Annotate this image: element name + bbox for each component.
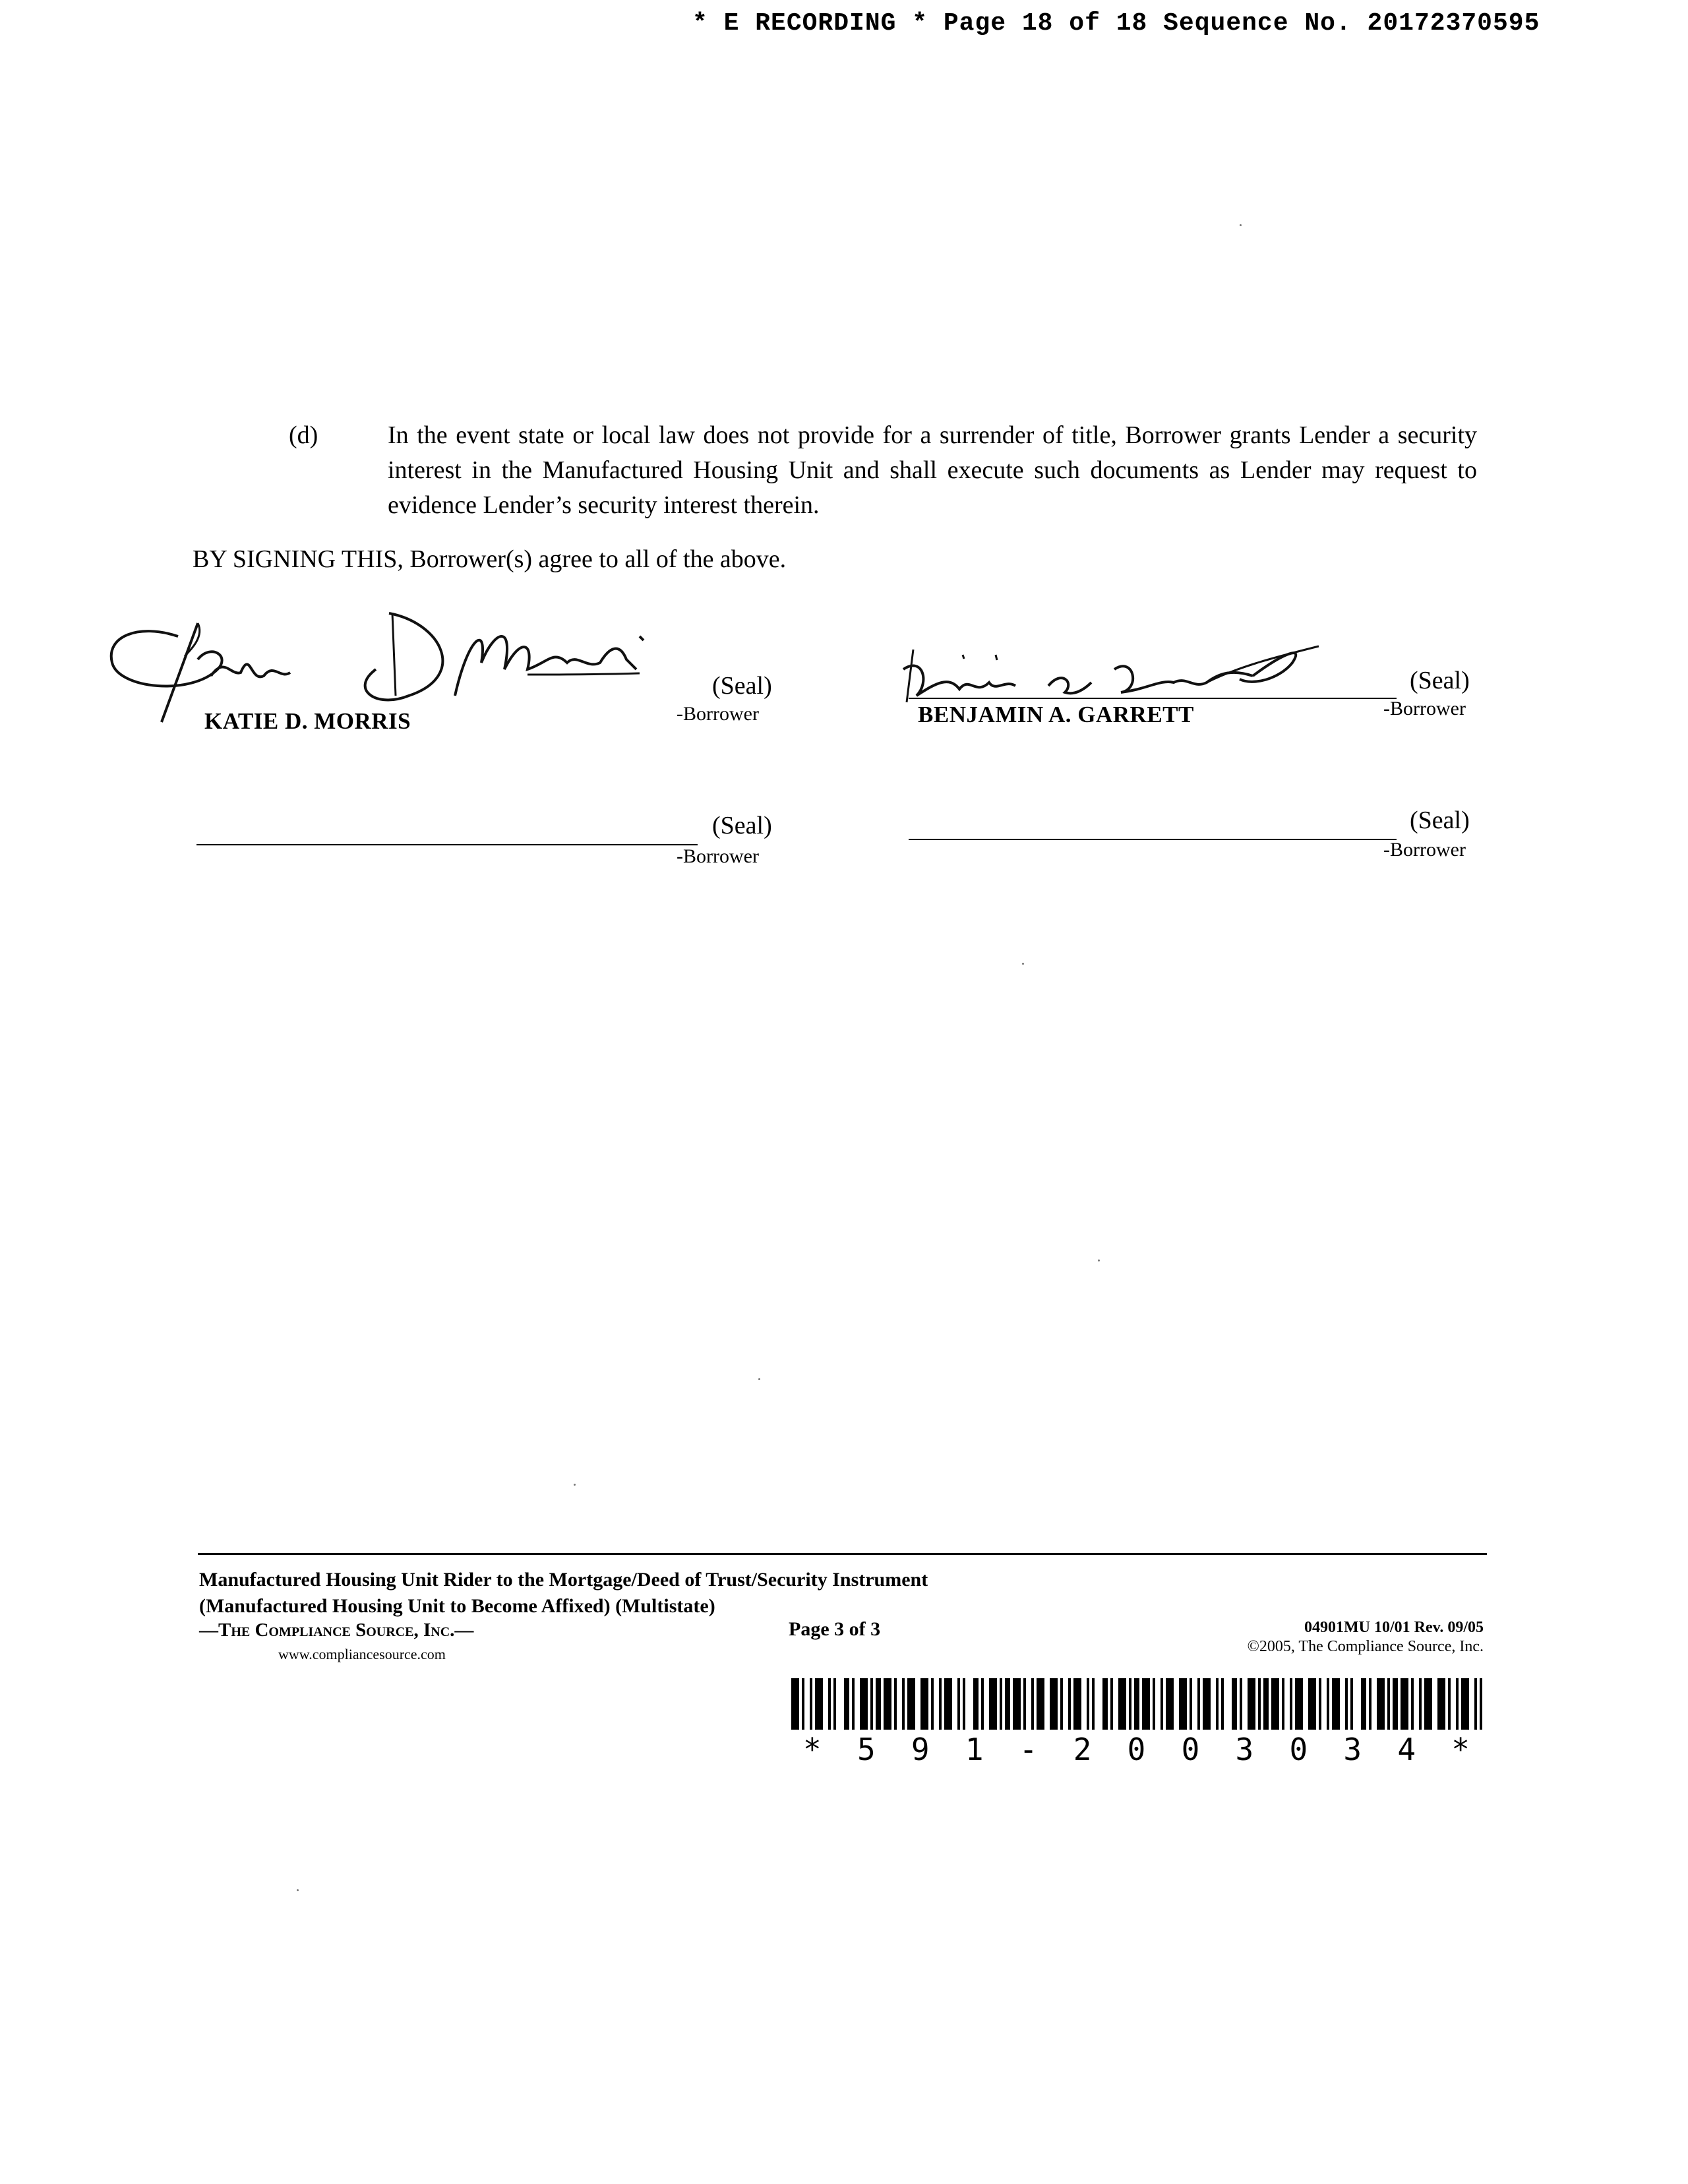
- barcode-bar: [844, 1678, 849, 1730]
- barcode-bar: [1437, 1678, 1445, 1730]
- barcode-bar: [1387, 1678, 1390, 1730]
- barcode-bar: [1129, 1678, 1131, 1730]
- borrower-label-1: -Borrower: [677, 703, 759, 725]
- seal-label-1: (Seal): [712, 672, 772, 700]
- barcode-bar: [860, 1678, 868, 1730]
- footer-copyright: ©2005, The Compliance Source, Inc.: [1247, 1638, 1484, 1655]
- barcode-bar: [1332, 1678, 1340, 1730]
- barcode-bar: [1271, 1678, 1279, 1730]
- footer-form-number: 04901MU 10/01 Rev. 09/05: [1304, 1619, 1484, 1636]
- scan-speck: [1022, 963, 1024, 965]
- barcode-char: 4: [1397, 1732, 1416, 1767]
- barcode-bar: [1013, 1678, 1021, 1730]
- barcode-bar: [1345, 1678, 1348, 1730]
- barcode-bar: [1153, 1678, 1155, 1730]
- barcode-bar: [1031, 1678, 1034, 1730]
- barcode-bar: [894, 1678, 897, 1730]
- barcode-bar: [1282, 1678, 1284, 1730]
- barcode-bar: [1197, 1678, 1200, 1730]
- signer-name-2: BENJAMIN A. GARRETT: [918, 702, 1194, 727]
- barcode-bar: [1118, 1678, 1126, 1730]
- barcode-char: 0: [1289, 1732, 1308, 1767]
- barcode-bar: [1319, 1678, 1321, 1730]
- barcode-char: 1: [965, 1732, 984, 1767]
- barcode-bar: [981, 1678, 984, 1730]
- barcode-bar: [870, 1678, 873, 1730]
- barcode-bar: [1263, 1678, 1269, 1730]
- barcode-bar: [957, 1678, 960, 1730]
- barcode-bar: [1474, 1678, 1477, 1730]
- barcode-bar: [931, 1678, 934, 1730]
- barcode-bar: [1142, 1678, 1150, 1730]
- seal-label-2: (Seal): [1410, 667, 1470, 694]
- barcode-char: 0: [1181, 1732, 1200, 1767]
- clause-text: In the event state or local law does not provide for a surrender of title, Borrower grants Lender a security interest in the Manufactured Housing Unit and shall execute such documents as Lender may request to evidence Lender’s security interest therein.: [388, 421, 1477, 519]
- barcode-bar: [1240, 1678, 1242, 1730]
- barcode-bar: [1369, 1678, 1372, 1730]
- barcode-bar: [989, 1678, 997, 1730]
- borrower-label-3: -Borrower: [677, 845, 759, 867]
- footer-company: —The Compliance Source, Inc.—: [199, 1620, 474, 1641]
- barcode-bar: [1448, 1678, 1451, 1730]
- signer-name-1: KATIE D. MORRIS: [204, 708, 411, 734]
- barcode-char: -: [1019, 1732, 1038, 1767]
- barcode-bar: [1179, 1678, 1187, 1730]
- barcode-bar: [1393, 1678, 1398, 1730]
- barcode-bar: [1327, 1678, 1329, 1730]
- barcode-bar: [1221, 1678, 1224, 1730]
- barcode-bar: [1456, 1678, 1459, 1730]
- borrower-label-4: -Borrower: [1383, 839, 1466, 861]
- barcode-bar: [876, 1678, 881, 1730]
- seal-label-4: (Seal): [1410, 806, 1470, 834]
- barcode-bar: [828, 1678, 831, 1730]
- footer-website: www.compliancesource.com: [278, 1646, 446, 1662]
- barcode-bar: [1060, 1678, 1063, 1730]
- barcode-bar: [1037, 1678, 1044, 1730]
- barcode-bar: [1005, 1678, 1010, 1730]
- barcode-bar: [1480, 1678, 1482, 1730]
- seal-label-3: (Seal): [712, 812, 772, 839]
- barcode-char: 5: [857, 1732, 876, 1767]
- scan-speck: [1098, 1259, 1100, 1261]
- barcode-bar: [810, 1678, 812, 1730]
- barcode-bar: [1232, 1678, 1237, 1730]
- footer-page-number: Page 3 of 3: [789, 1618, 881, 1640]
- barcode-bar: [973, 1678, 979, 1730]
- scan-speck: [1240, 224, 1242, 226]
- signature-line-3: [196, 844, 698, 845]
- signature-line-2: [909, 698, 1397, 699]
- footer-title-line-1: Manufactured Housing Unit Rider to the Mortgage/Deed of Trust/Security Instrument: [199, 1569, 928, 1591]
- barcode-bar: [791, 1678, 799, 1730]
- barcode-bar: [1134, 1678, 1139, 1730]
- barcode-char: *: [1451, 1732, 1470, 1767]
- barcode-bar: [1350, 1678, 1353, 1730]
- barcode-bar: [1092, 1678, 1095, 1730]
- barcode-bar: [1023, 1678, 1026, 1730]
- barcode-bar: [852, 1678, 855, 1730]
- barcode-bar: [920, 1678, 928, 1730]
- barcode-bar: [1000, 1678, 1002, 1730]
- barcode-bar: [1295, 1678, 1303, 1730]
- clause-marker: (d): [289, 421, 318, 449]
- barcode-bar: [1377, 1678, 1385, 1730]
- barcode-bar: [1424, 1678, 1432, 1730]
- barcode-human-readable: [789, 1732, 1484, 1767]
- barcode-bar: [1110, 1678, 1113, 1730]
- barcode-char: 9: [911, 1732, 930, 1767]
- barcode-bar: [1166, 1678, 1174, 1730]
- barcode-bar: [1419, 1678, 1422, 1730]
- barcode-bar: [907, 1678, 915, 1730]
- barcode-char: *: [803, 1732, 822, 1767]
- barcode-bar: [963, 1678, 965, 1730]
- borrower-label-2: -Borrower: [1383, 698, 1466, 719]
- barcode-bar: [1411, 1678, 1414, 1730]
- barcode-bar: [884, 1678, 891, 1730]
- barcode-char: 0: [1127, 1732, 1146, 1767]
- barcode-bar: [902, 1678, 905, 1730]
- barcode-bar: [1160, 1678, 1163, 1730]
- barcode-bar: [1248, 1678, 1255, 1730]
- barcode-bar: [802, 1678, 804, 1730]
- barcode-bar: [815, 1678, 823, 1730]
- footer-rule: [198, 1553, 1487, 1555]
- barcode-bar: [1050, 1678, 1058, 1730]
- barcode-char: 3: [1343, 1732, 1362, 1767]
- barcode-bar: [1073, 1678, 1081, 1730]
- signing-statement: BY SIGNING THIS, Borrower(s) agree to all of the above.: [193, 545, 787, 573]
- barcode-bar: [1290, 1678, 1292, 1730]
- footer-form-title: [199, 1567, 928, 1620]
- scan-speck: [574, 1484, 576, 1486]
- barcode-bar: [1102, 1678, 1108, 1730]
- barcode-bar: [1361, 1678, 1366, 1730]
- barcode-bar: [1203, 1678, 1211, 1730]
- barcode-bar: [1461, 1678, 1469, 1730]
- barcode-bar: [1258, 1678, 1261, 1730]
- recording-stamp-header: * E RECORDING * Page 18 of 18 Sequence No. 20172370595: [692, 9, 1540, 38]
- barcode-char: 3: [1235, 1732, 1254, 1767]
- barcode-bar: [944, 1678, 952, 1730]
- scan-speck: [758, 1378, 760, 1380]
- barcode-char: 2: [1073, 1732, 1092, 1767]
- signature-line-4: [909, 839, 1397, 840]
- barcode-bar: [1401, 1678, 1408, 1730]
- barcode-bar: [1087, 1678, 1089, 1730]
- scan-speck: [297, 1889, 299, 1891]
- barcode-bar: [1190, 1678, 1192, 1730]
- barcode-bar: [833, 1678, 836, 1730]
- barcode-bar: [939, 1678, 942, 1730]
- barcode-bar: [1308, 1678, 1316, 1730]
- barcode-bar: [1068, 1678, 1071, 1730]
- barcode-bar: [1216, 1678, 1219, 1730]
- footer-title-line-2: (Manufactured Housing Unit to Become Affixed) (Multistate): [199, 1595, 715, 1617]
